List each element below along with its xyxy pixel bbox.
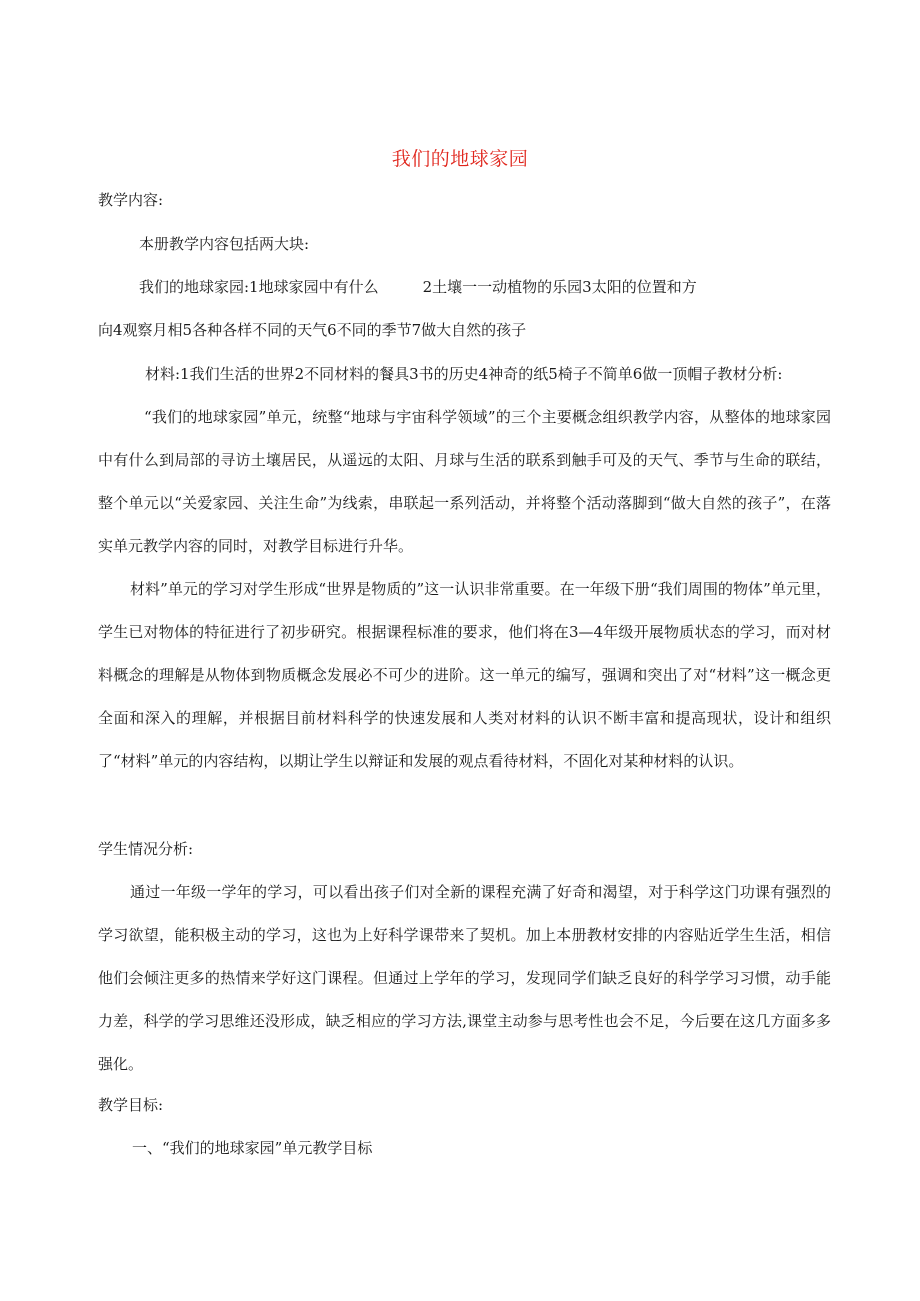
earth-units-continuation: 向4观察月相5各种各样不同的天气6不同的季节7做大自然的孩子 bbox=[98, 321, 527, 339]
section-heading-goals: 教学目标: bbox=[98, 1096, 164, 1114]
earth-units-part1: 我们的地球家园:1地球家园中有什么 bbox=[139, 278, 379, 296]
earth-units-line bbox=[139, 276, 697, 298]
analysis-paragraph-earth: “我们的地球家园”单元，统整“地球与宇宙科学领域”的三个主要概念组织教学内容，从整体的地球家园中有什么到局部的寻访土壤居民，从遥远的太阳、月球与生活的联系到触手可及的天气、季节与生命的联结，整个单元以“关爱家园、关注生命”为线索，串联起一系列活动，并将整个活动落脚到“做大自然的孩子”，在落实单元教学内容的同时，对教学目标进行升华。 bbox=[98, 408, 831, 555]
analysis-paragraph-materials: 材料”单元的学习对学生形成“世界是物质的”这一认识非常重要。在一年级下册“我们周围的物体”单元里，学生已对物体的特征进行了初步研究。根据课程标准的要求，他们将在3—4年级开展物质状态的学习，而对材料概念的理解是从物体到物质概念发展必不可少的进阶。这一单元的编写，强调和突出了对“材料”这一概念更全面和深入的理解，并根据目前材料科学的快速发展和人类对材料的认识不断丰富和提高现状，设计和组织了“材料”单元的内容结构，以期让学生以辩证和发展的观点看待材料，不固化对某种材料的认识。 bbox=[98, 580, 831, 770]
section-heading-students: 学生情况分析: bbox=[98, 840, 194, 858]
students-analysis-paragraph: 通过一年级一学年的学习，可以看出孩子们对全新的课程充满了好奇和渴望，对于科学这门功课有强烈的学习欲望，能积极主动的学习，这也为上好科学课带来了契机。加上本册教材安排的内容贴近学生生活，相信他们会倾注更多的热情来学好这门课程。但通过上学年的学习，发现同学们缺乏良好的科学学习习惯，动手能力差，科学的学习思维还没形成，缺乏相应的学习方法,课堂主动参与思考性也会不足，今后要在这几方面多多强化。 bbox=[98, 883, 831, 1073]
intro-line: 本册教学内容包括两大块: bbox=[139, 235, 310, 253]
earth-units-part2: 2土壤一一动植物的乐园3太阳的位置和方 bbox=[422, 278, 697, 296]
goal-item-earth-unit: 一、“我们的地球家园”单元教学目标 bbox=[132, 1139, 373, 1157]
document-title: 我们的地球家园 bbox=[391, 148, 529, 170]
section-heading-teaching-content: 教学内容: bbox=[98, 191, 164, 209]
materials-units-line: 材料:1我们生活的世界2不同材料的餐具3书的历史4神奇的纸5椅子不简单6做一顶帽子教材分析: bbox=[145, 365, 783, 383]
